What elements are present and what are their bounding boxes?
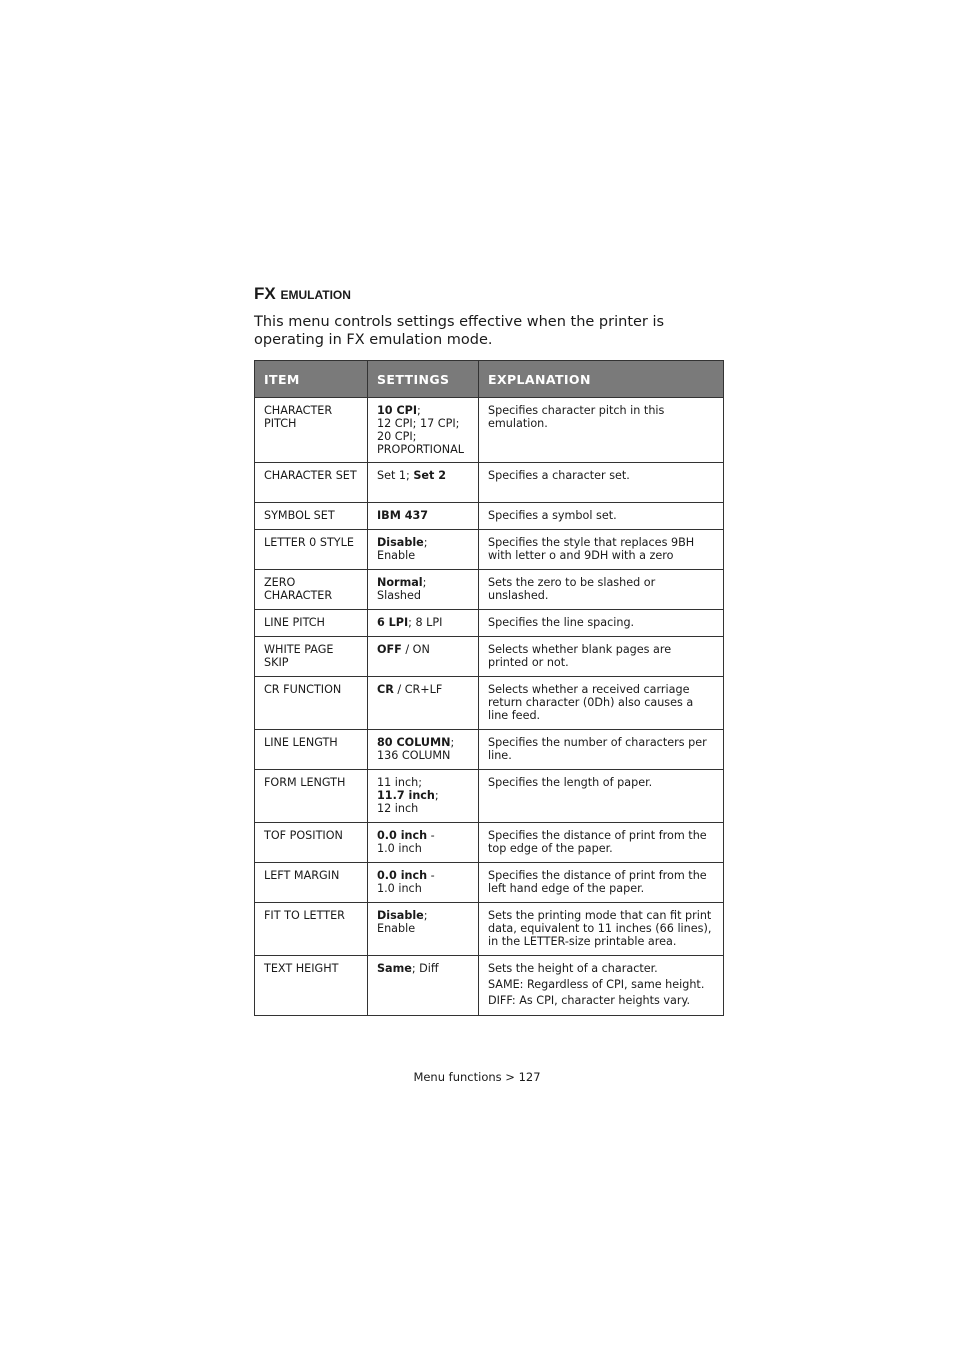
settings-cell <box>368 503 479 530</box>
settings-cell <box>368 903 479 956</box>
header-item: ITEM <box>255 361 368 398</box>
settings-cell <box>368 823 479 863</box>
explanation-cell <box>479 823 724 863</box>
setting-text: ; <box>423 909 428 922</box>
default-setting: 80 COLUMN <box>377 736 451 749</box>
explanation-cell <box>479 610 724 637</box>
settings-cell <box>368 570 479 610</box>
settings-cell <box>368 730 479 770</box>
explanation-cell <box>479 770 724 823</box>
table-row <box>255 463 724 503</box>
table-row <box>255 863 724 903</box>
item-cell: FIT TO LETTER <box>255 903 368 956</box>
explanation-line: SAME: Regardless of CPI, same height. <box>488 978 705 991</box>
table-row <box>255 398 724 463</box>
settings-cell <box>368 637 479 677</box>
default-setting: Disable <box>377 909 424 922</box>
table-row <box>255 823 724 863</box>
settings-cell <box>368 530 479 570</box>
settings-cell <box>368 677 479 730</box>
default-setting: IBM 437 <box>377 509 429 522</box>
default-setting: Normal <box>377 576 423 589</box>
settings-cell <box>368 770 479 823</box>
explanation-cell <box>479 903 724 956</box>
item-cell: SYMBOL SET <box>255 503 368 530</box>
setting-text: Set 1; <box>377 469 414 482</box>
explanation-line: Specifies a character set. <box>488 469 630 482</box>
setting-text: 1.0 inch <box>377 882 422 895</box>
item-cell: WHITE PAGE SKIP <box>255 637 368 677</box>
default-setting: 0.0 inch <box>377 869 428 882</box>
default-setting: Set 2 <box>413 469 447 482</box>
section-heading <box>254 284 351 304</box>
settings-cell <box>368 863 479 903</box>
settings-cell <box>368 463 479 503</box>
setting-text: Enable <box>377 549 416 562</box>
table-row <box>255 610 724 637</box>
table-row <box>255 956 724 1016</box>
explanation-cell <box>479 677 724 730</box>
explanation-cell <box>479 637 724 677</box>
setting-text: ; <box>423 536 428 549</box>
explanation-cell <box>479 956 724 1016</box>
setting-text: / ON <box>401 643 430 656</box>
item-cell: CR FUNCTION <box>255 677 368 730</box>
item-cell: LETTER 0 STYLE <box>255 530 368 570</box>
setting-text: Slashed <box>377 589 421 602</box>
setting-text: ; Diff <box>411 962 439 975</box>
page-footer: Menu functions > 127 <box>413 1070 541 1084</box>
item-cell: CHARACTER PITCH <box>255 398 368 463</box>
setting-text: 12 inch <box>377 802 419 815</box>
table-header-row <box>255 361 724 398</box>
setting-text: - <box>427 829 435 842</box>
setting-text: 12 CPI; 17 CPI; <box>377 417 460 430</box>
explanation-line: Sets the zero to be slashed or unslashed. <box>488 576 656 602</box>
table-row <box>255 530 724 570</box>
fx-emulation-table <box>254 360 724 1016</box>
table-row <box>255 730 724 770</box>
explanation-line: Specifies character pitch in this emulation. <box>488 404 665 430</box>
item-cell: TOF POSITION <box>255 823 368 863</box>
explanation-cell <box>479 463 724 503</box>
table-row <box>255 770 724 823</box>
explanation-line: Sets the printing mode that can fit print data, equivalent to 11 inches (66 lines), in the LETTER-size printable area. <box>488 909 712 948</box>
heading-prefix: FX <box>254 284 276 303</box>
table-row <box>255 637 724 677</box>
explanation-cell <box>479 398 724 463</box>
setting-text: 1.0 inch <box>377 842 422 855</box>
explanation-line: Specifies the length of paper. <box>488 776 653 789</box>
settings-cell <box>368 956 479 1016</box>
table-body <box>255 398 724 1016</box>
setting-text: ; <box>434 789 439 802</box>
explanation-line: Specifies the style that replaces 9BH with letter o and 9DH with a zero <box>488 536 695 562</box>
default-setting: CR <box>377 683 394 696</box>
explanation-line: Specifies the line spacing. <box>488 616 635 629</box>
explanation-line: Specifies a symbol set. <box>488 509 617 522</box>
explanation-line: DIFF: As CPI, character heights vary. <box>488 994 691 1007</box>
explanation-line: Sets the height of a character. <box>488 962 658 975</box>
explanation-cell <box>479 530 724 570</box>
setting-text: Enable <box>377 922 416 935</box>
heading-rest: EMULATION <box>280 288 351 302</box>
default-setting: 11.7 inch <box>377 789 435 802</box>
setting-text: ; <box>450 736 455 749</box>
setting-text: ; 8 LPI <box>408 616 443 629</box>
item-cell: LINE LENGTH <box>255 730 368 770</box>
explanation-line: Specifies the number of characters per line. <box>488 736 707 762</box>
explanation-line: Specifies the distance of print from the left hand edge of the paper. <box>488 869 707 895</box>
intro-paragraph: This menu controls settings effective when the printer is operating in FX emulation mode. <box>254 314 665 348</box>
setting-text: 11 inch; <box>377 776 423 789</box>
explanation-line: Selects whether blank pages are printed or not. <box>488 643 672 669</box>
settings-cell <box>368 398 479 463</box>
explanation-cell <box>479 730 724 770</box>
item-cell: LINE PITCH <box>255 610 368 637</box>
setting-text: - <box>427 869 435 882</box>
table-row <box>255 677 724 730</box>
settings-cell <box>368 610 479 637</box>
default-setting: 10 CPI <box>377 404 418 417</box>
header-explanation: EXPLANATION <box>479 361 724 398</box>
explanation-cell <box>479 503 724 530</box>
table-row <box>255 503 724 530</box>
explanation-line: Specifies the distance of print from the top edge of the paper. <box>488 829 707 855</box>
table-row <box>255 570 724 610</box>
default-setting: OFF <box>377 643 402 656</box>
default-setting: 6 LPI <box>377 616 409 629</box>
default-setting: Disable <box>377 536 424 549</box>
item-cell: TEXT HEIGHT <box>255 956 368 1016</box>
default-setting: 0.0 inch <box>377 829 428 842</box>
default-setting: Same <box>377 962 412 975</box>
explanation-line: Selects whether a received carriage return character (0Dh) also causes a line feed. <box>488 683 694 722</box>
item-cell: FORM LENGTH <box>255 770 368 823</box>
setting-text: / CR+LF <box>393 683 443 696</box>
setting-text: 136 COLUMN <box>377 749 451 762</box>
header-settings: SETTINGS <box>368 361 479 398</box>
setting-text: PROPORTIONAL <box>377 443 465 456</box>
explanation-cell <box>479 570 724 610</box>
item-cell: CHARACTER SET <box>255 463 368 503</box>
item-cell: LEFT MARGIN <box>255 863 368 903</box>
setting-text: ; <box>417 404 421 417</box>
table-row <box>255 903 724 956</box>
explanation-cell <box>479 863 724 903</box>
setting-text: 20 CPI; <box>377 430 417 443</box>
item-cell: ZERO CHARACTER <box>255 570 368 610</box>
setting-text: ; <box>422 576 427 589</box>
